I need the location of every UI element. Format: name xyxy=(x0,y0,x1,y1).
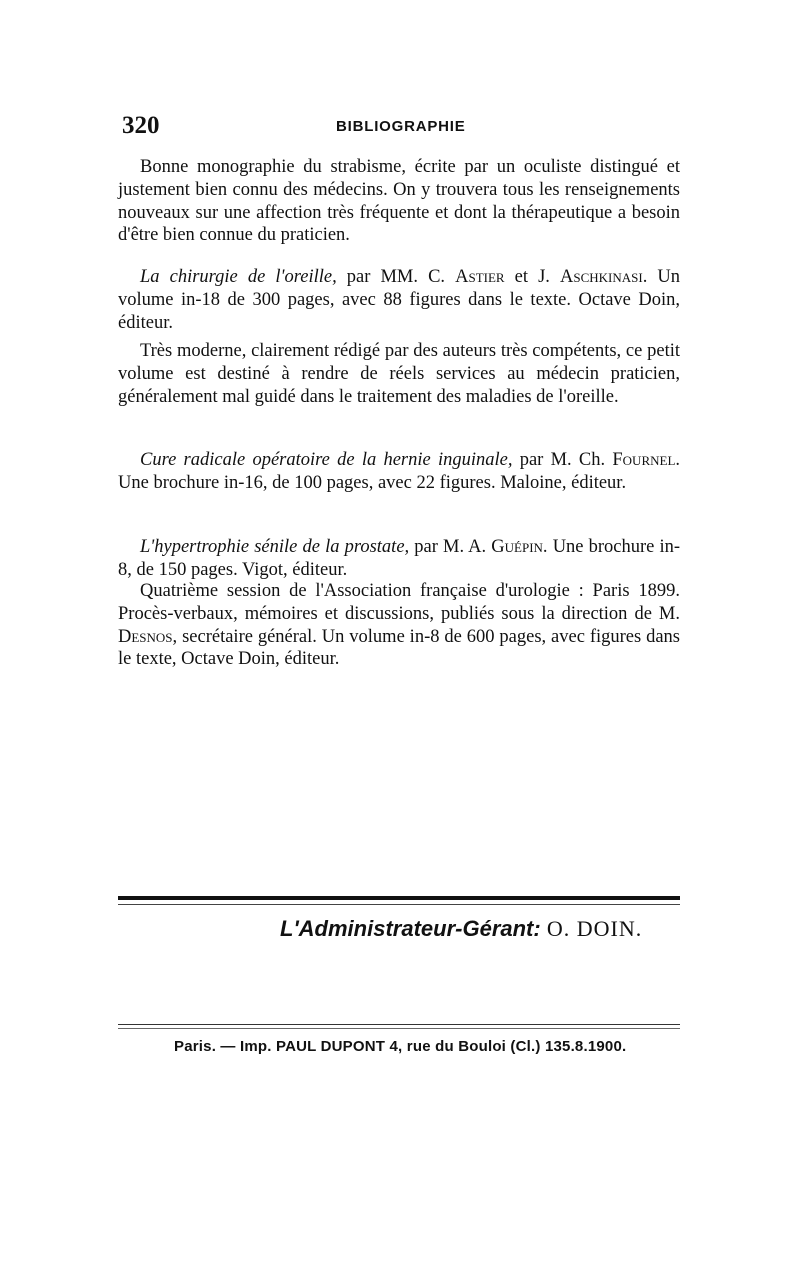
running-head: BIBLIOGRAPHIE xyxy=(336,118,466,135)
urologie-text-after: secrétaire général. Un volume in-8 de 600 pages, avec figures dans le texte, Octave Doin, éditeur. xyxy=(118,626,680,670)
footer-rule-top xyxy=(118,1024,680,1025)
prostate-author: Guépin. xyxy=(491,537,548,557)
signature-label: L'Administrateur-Gérant: xyxy=(280,916,541,941)
oreille-author1: Astier xyxy=(455,267,505,287)
signature-line xyxy=(280,916,642,942)
prostate-details: Une brochure in-8, de 150 pages. Vigot, éditeur. xyxy=(118,537,681,580)
oreille-details: Un volume in-18 de 300 pages, avec 88 figures dans le texte. Octave Doin, éditeur. xyxy=(118,267,681,333)
prostate-title: L'hypertrophie sénile de la prostate, xyxy=(140,537,410,557)
hernie-by: par M. Ch. xyxy=(519,450,606,470)
entry-urologie xyxy=(118,580,680,671)
hernie-title: Cure radicale opératoire de la hernie inguinale, xyxy=(140,450,513,470)
oreille-review xyxy=(118,340,680,408)
entry-oreille xyxy=(118,266,680,334)
prostate-by: par M. A. xyxy=(414,537,487,557)
entry-prostate xyxy=(118,536,680,582)
oreille-and: et J. xyxy=(514,267,550,287)
separator-thin-rule xyxy=(118,904,680,905)
oreille-author2: Aschkinasi. xyxy=(560,267,648,287)
printer-imprint: Paris. — Imp. PAUL DUPONT 4, rue du Bouloi (Cl.) 135.8.1900. xyxy=(174,1038,627,1055)
strabisme-review-text: Bonne monographie du strabisme, écrite par un oculiste distingué et justement bien connu des médecins. On y trouvera tous les renseignements nouveaux sur une affection très fréquente et dont la thérapeutique a besoin d'être bien connue du praticien. xyxy=(118,157,680,246)
oreille-by: par MM. C. xyxy=(346,267,446,287)
oreille-review-text: Très moderne, clairement rédigé par des auteurs très compétents, ce petit volume est destiné à rendre de réels services au médecin praticien, généralement mal guidé dans le traitement des maladies de l'oreille. xyxy=(118,341,680,407)
page-number: 320 xyxy=(122,112,160,139)
separator-thick-rule xyxy=(118,896,680,900)
oreille-title: La chirurgie de l'oreille, xyxy=(140,267,337,287)
urologie-text-before: Quatrième session de l'Association française d'urologie : Paris 1899. Procès-verbaux, mémoires et discussions, publiés sous la direction de M. xyxy=(118,581,680,624)
hernie-details: Une brochure in-16, de 100 pages, avec 22 figures. Maloine, éditeur. xyxy=(118,472,627,493)
signature-name: O. DOIN. xyxy=(546,916,643,941)
entry-hernie xyxy=(118,449,680,495)
hernie-author: Fournel. xyxy=(612,450,681,470)
footer-rule-bottom xyxy=(118,1028,680,1029)
urologie-author: Desnos, xyxy=(118,626,178,647)
strabisme-review xyxy=(118,156,680,247)
